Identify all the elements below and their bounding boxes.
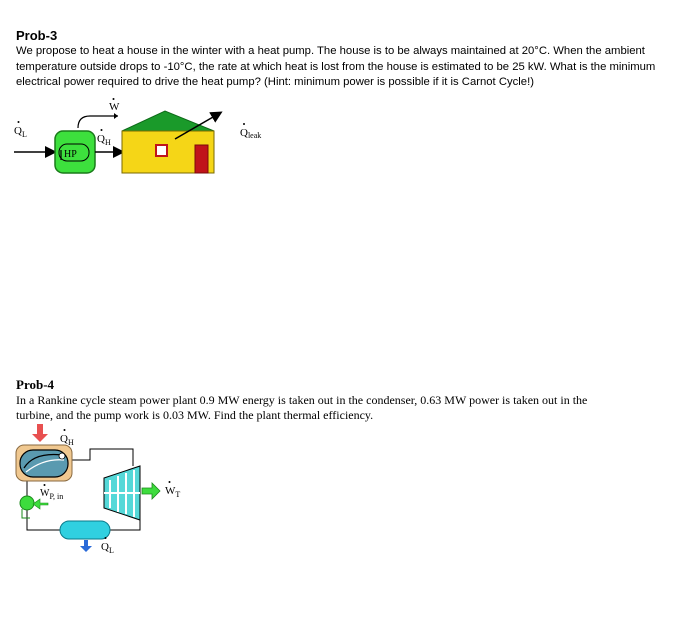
- qh-heat-arrow: [32, 424, 48, 442]
- wt-work-arrow: [142, 483, 160, 499]
- prob4-qh-label: $Q_H$: [60, 433, 74, 447]
- rankine-diagram: [16, 424, 180, 555]
- work-input-line: [78, 116, 118, 128]
- qleak-label: Qleak: [240, 127, 262, 140]
- w-dot-label: W: [109, 101, 120, 113]
- house-roof: [122, 111, 214, 131]
- condensate-line: [27, 510, 60, 530]
- hp-label: HP: [64, 149, 77, 160]
- heat-pump-diagram: [14, 98, 261, 173]
- prob4-ql-label: $Q_L$: [101, 541, 114, 555]
- house-window: [156, 145, 167, 156]
- ql-heat-arrow: [80, 540, 92, 552]
- qh-label: $Q_H$: [97, 133, 111, 147]
- pump: [20, 496, 34, 510]
- wp-work-arrow: [33, 499, 48, 509]
- steam-line: [70, 449, 133, 466]
- ql-label: $Q_L$: [14, 125, 27, 139]
- wt-label: $W_T$: [165, 485, 181, 499]
- prob3-title: Prob-3: [16, 28, 58, 43]
- wp-label: $W_{P, in}$: [40, 488, 64, 501]
- prob3-statement: We propose to heat a house in the winter with a heat pump. The house is to be always maintained at 20°C. When the ambient temperature outside drops to -10°C, the rate at which heat is lost from the house is estimated to be 25 kW. What is the minimum electrical power required to drive the heat pump? (Hint: minimum power is possible if it is Carnot Cycle!): [16, 45, 656, 88]
- condenser: [60, 521, 110, 539]
- prob4-title: Prob-4: [16, 377, 55, 392]
- turbine-exhaust-line: [110, 519, 140, 530]
- prob4-statement: In a Rankine cycle steam power plant 0.9 MW energy is taken out in the condenser, 0.63 MW power is taken out in the turbine, and the pump work is 0.03 MW. Find the plant thermal efficiency.: [16, 393, 588, 422]
- house-door: [195, 145, 208, 173]
